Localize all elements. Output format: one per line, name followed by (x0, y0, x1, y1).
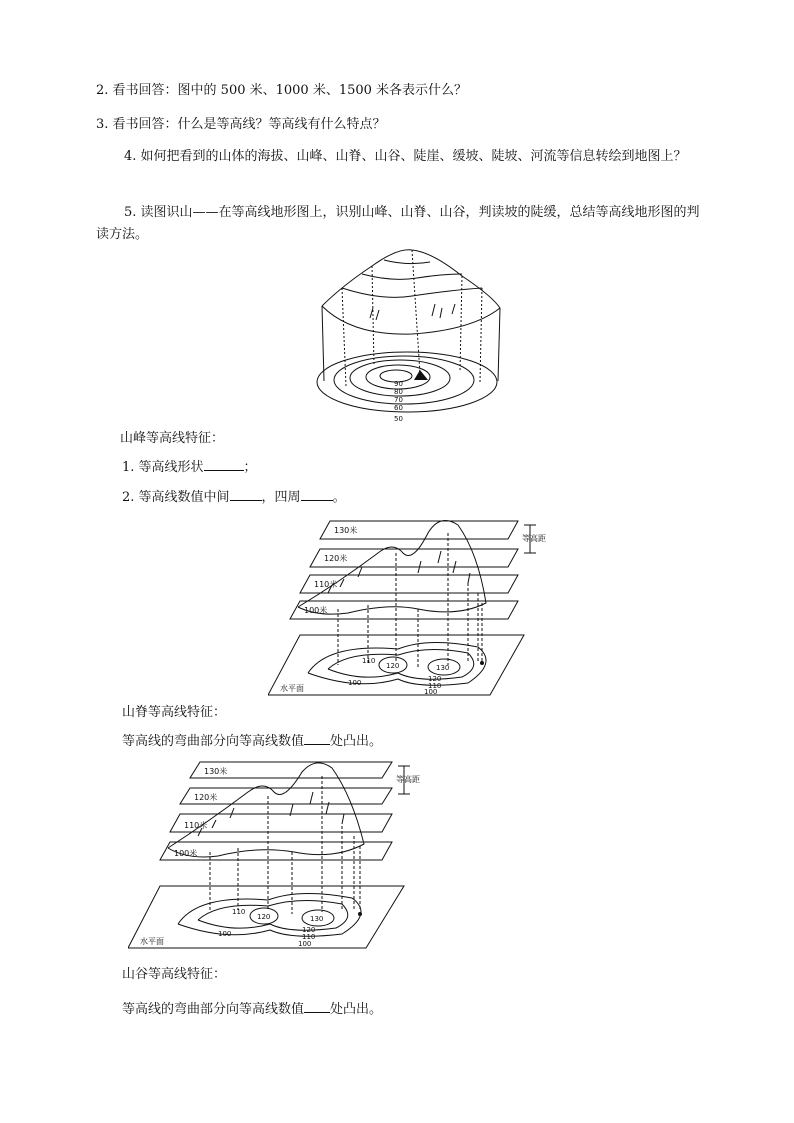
peak-item-1: 1. 等高线形状 ； (122, 456, 722, 479)
interval-label: 等高距 (396, 775, 420, 784)
contour-label: 110 (362, 657, 376, 665)
peak-item-2: 2. 等高线数值中间 ，四周 。 (122, 486, 722, 509)
ridge-contour-figure (268, 513, 568, 697)
plane-label-130: 130米 (334, 526, 358, 535)
contour-label: 100 (218, 930, 232, 938)
peak-label-90: 90 (394, 380, 403, 388)
contour-label: 120 (386, 662, 400, 670)
contour-label: 130 (310, 915, 324, 923)
contour-label: 120 (428, 675, 442, 683)
peak-label-50: 50 (394, 415, 403, 423)
question-3: 3. 看书回答：什么是等高线？等高线有什么特点？ (96, 117, 386, 132)
plane-label-110: 110米 (184, 821, 208, 830)
contour-label: 110 (302, 933, 316, 941)
answer-blank[interactable] (301, 486, 333, 501)
question-4: 4. 如何把看到的山体的海拔、山峰、山脊、山谷、陡崖、缓坡、陡坡、河流等信息转绘到地图上？ (124, 149, 687, 164)
contour-label: 100 (298, 940, 312, 948)
answer-blank[interactable] (204, 456, 244, 471)
contour-label: 120 (257, 913, 271, 921)
valley-title: 山谷等高线特征： (122, 967, 227, 982)
plane-label-130: 130米 (204, 767, 228, 776)
peak-label-60: 60 (394, 404, 403, 412)
peak-label-80: 80 (394, 388, 403, 396)
valley-desc: 等高线的弯曲部分向等高线数值 处凸出。 (122, 998, 722, 1021)
answer-blank[interactable] (304, 998, 330, 1013)
interval-label: 等高距 (522, 534, 546, 543)
valley-contour-figure (128, 756, 428, 952)
base-plane-label: 水平面 (280, 684, 304, 693)
contour-label: 100 (348, 679, 362, 687)
base-plane-label: 水平面 (140, 937, 164, 946)
contour-label: 110 (232, 908, 246, 916)
plane-label-100: 100米 (304, 606, 328, 615)
plane-label-120: 120米 (194, 793, 218, 802)
peak-contour-figure (312, 246, 512, 426)
peak-title: 山峰等高线特征： (120, 431, 225, 446)
answer-blank[interactable] (304, 730, 330, 745)
contour-label: 110 (428, 682, 442, 690)
ridge-title: 山脊等高线特征： (122, 705, 227, 720)
plane-label-100: 100米 (174, 849, 198, 858)
contour-label: 120 (302, 926, 316, 934)
plane-label-110: 110米 (314, 580, 338, 589)
contour-label: 130 (436, 664, 450, 672)
ridge-desc: 等高线的弯曲部分向等高线数值 处凸出。 (122, 730, 722, 753)
answer-blank[interactable] (230, 486, 262, 501)
plane-label-120: 120米 (324, 554, 348, 563)
question-5: 5. 读图识山——在等高线地形图上，识别山峰、山脊、山谷，判读坡的陡缓，总结等高线地形图的判读方法。 (96, 205, 700, 242)
contour-label: 100 (424, 688, 438, 696)
question-2: 2. 看书回答：图中的 500 米、1000 米、1500 米各表示什么？ (96, 83, 468, 98)
peak-label-70: 70 (394, 396, 403, 404)
